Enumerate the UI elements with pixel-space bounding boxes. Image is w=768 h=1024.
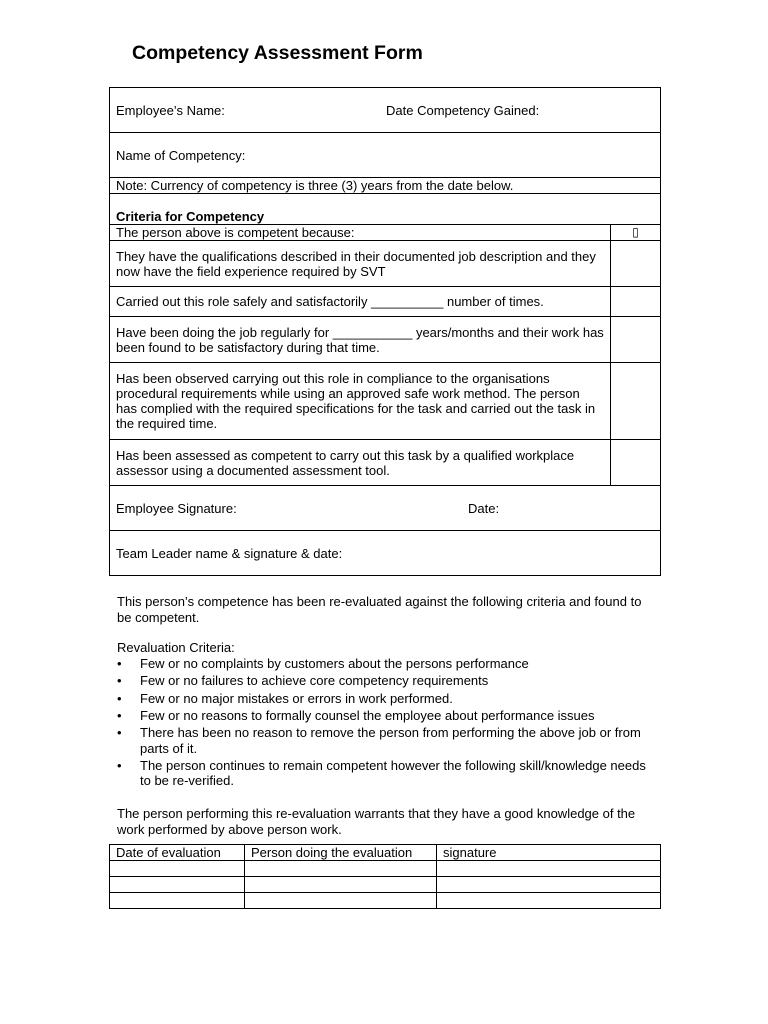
- date-cell[interactable]: [110, 861, 245, 877]
- list-item: [117, 708, 657, 724]
- team-leader-field[interactable]: [110, 531, 661, 576]
- table-row: [110, 877, 661, 893]
- criteria-row: [110, 317, 661, 363]
- date-cell[interactable]: [110, 893, 245, 909]
- reevaluation-criteria-list: [117, 656, 657, 791]
- criteria-checkbox[interactable]: [611, 287, 661, 317]
- competency-name-label: Name of Competency:: [116, 147, 246, 163]
- criteria-row: [110, 363, 661, 440]
- list-item: [117, 725, 657, 756]
- employee-name-field[interactable]: [110, 88, 661, 133]
- date-gained-label: Date Competency Gained:: [386, 102, 540, 118]
- signature-cell[interactable]: [437, 893, 661, 909]
- team-leader-row: [110, 531, 661, 576]
- signature-cell[interactable]: [437, 877, 661, 893]
- criteria-lead-row: [110, 225, 661, 241]
- column-header: signature: [437, 845, 661, 861]
- bullet-icon: •: [117, 757, 122, 773]
- criteria-item: Carried out this role safely and satisfactorily __________ number of times.: [110, 287, 611, 317]
- reevaluation-intro: This person’s competence has been re-evaluated against the following criteria and found to be competent.: [117, 594, 642, 625]
- criteria-row: [110, 440, 661, 486]
- criteria-item: They have the qualifications described in their documented job description and they now have the field experience required by SVT: [110, 241, 611, 287]
- page-title: Competency Assessment Form: [132, 42, 423, 64]
- evaluation-table: [109, 844, 661, 909]
- note-row: [110, 178, 661, 194]
- checkbox-symbol-icon: ▯: [632, 225, 639, 239]
- criteria-lead: The person above is competent because:: [116, 225, 355, 240]
- bullet-icon: •: [117, 656, 122, 671]
- list-item-text: Few or no failures to achieve core competency requirements: [140, 673, 489, 689]
- bullet-icon: •: [117, 673, 122, 689]
- criteria-item: Has been observed carrying out this role in compliance to the organisations procedural requirements while using an approved safe work method. The person has complied with the required specifications for the task and carried out the task in the required time.: [110, 363, 611, 440]
- reevaluation-title: Revaluation Criteria:: [117, 640, 235, 655]
- evaluator-cell[interactable]: [245, 893, 437, 909]
- employee-signature-row: [110, 486, 661, 531]
- list-item: [117, 758, 657, 789]
- reevaluation-closing: The person performing this re-evaluation warrants that they have a good knowledge of the work performed by above person work.: [117, 806, 636, 837]
- list-item-text: Few or no major mistakes or errors in work performed.: [140, 690, 453, 706]
- evaluator-cell[interactable]: [245, 861, 437, 877]
- criteria-row: [110, 287, 661, 317]
- criteria-heading-row: [110, 194, 661, 225]
- list-item: [117, 673, 657, 689]
- team-leader-label: Team Leader name & signature & date:: [116, 545, 343, 561]
- date-label: Date:: [468, 500, 500, 516]
- list-item-text: Few or no reasons to formally counsel the employee about performance issues: [140, 707, 595, 723]
- list-item: [117, 656, 657, 672]
- competency-table: [109, 87, 661, 576]
- criteria-item: Has been assessed as competent to carry out this task by a qualified workplace assessor using a documented assessment tool.: [110, 440, 611, 486]
- table-row: [110, 893, 661, 909]
- criteria-lead-cell: [110, 225, 611, 241]
- bullet-icon: •: [117, 725, 122, 741]
- column-header: Person doing the evaluation: [245, 845, 437, 861]
- table-header-row: [110, 845, 661, 861]
- employee-row: [110, 88, 661, 133]
- criteria-row: [110, 241, 661, 287]
- criteria-heading: Criteria for Competency: [116, 209, 265, 224]
- list-item-text: Few or no complaints by customers about the persons performance: [140, 656, 529, 671]
- list-item: [117, 691, 657, 707]
- note-cell: [110, 178, 661, 194]
- employee-name-label: Employee’s Name:: [116, 102, 225, 118]
- table-row: [110, 861, 661, 877]
- date-cell[interactable]: [110, 877, 245, 893]
- criteria-checkbox[interactable]: [611, 440, 661, 486]
- tick-header-cell: [611, 225, 661, 241]
- criteria-checkbox[interactable]: [611, 241, 661, 287]
- list-item-text: There has been no reason to remove the person from performing the above job or from parts of it.: [140, 725, 641, 756]
- competency-row: [110, 133, 661, 178]
- signature-cell[interactable]: [437, 861, 661, 877]
- column-header: Date of evaluation: [110, 845, 245, 861]
- note-text: Note: Currency of competency is three (3) years from the date below.: [116, 178, 514, 193]
- bullet-icon: •: [117, 707, 122, 723]
- criteria-checkbox[interactable]: [611, 317, 661, 363]
- competency-name-field[interactable]: [110, 133, 661, 178]
- employee-signature-field[interactable]: [110, 486, 661, 531]
- criteria-item: Have been doing the job regularly for ___________ years/months and their work has been found to be satisfactory during that time.: [110, 317, 611, 363]
- employee-signature-label: Employee Signature:: [116, 500, 237, 516]
- criteria-heading-cell: [110, 194, 661, 225]
- criteria-checkbox[interactable]: [611, 363, 661, 440]
- list-item-text: The person continues to remain competent however the following skill/knowledge needs to be re-verified.: [140, 757, 646, 789]
- evaluator-cell[interactable]: [245, 877, 437, 893]
- bullet-icon: •: [117, 690, 122, 706]
